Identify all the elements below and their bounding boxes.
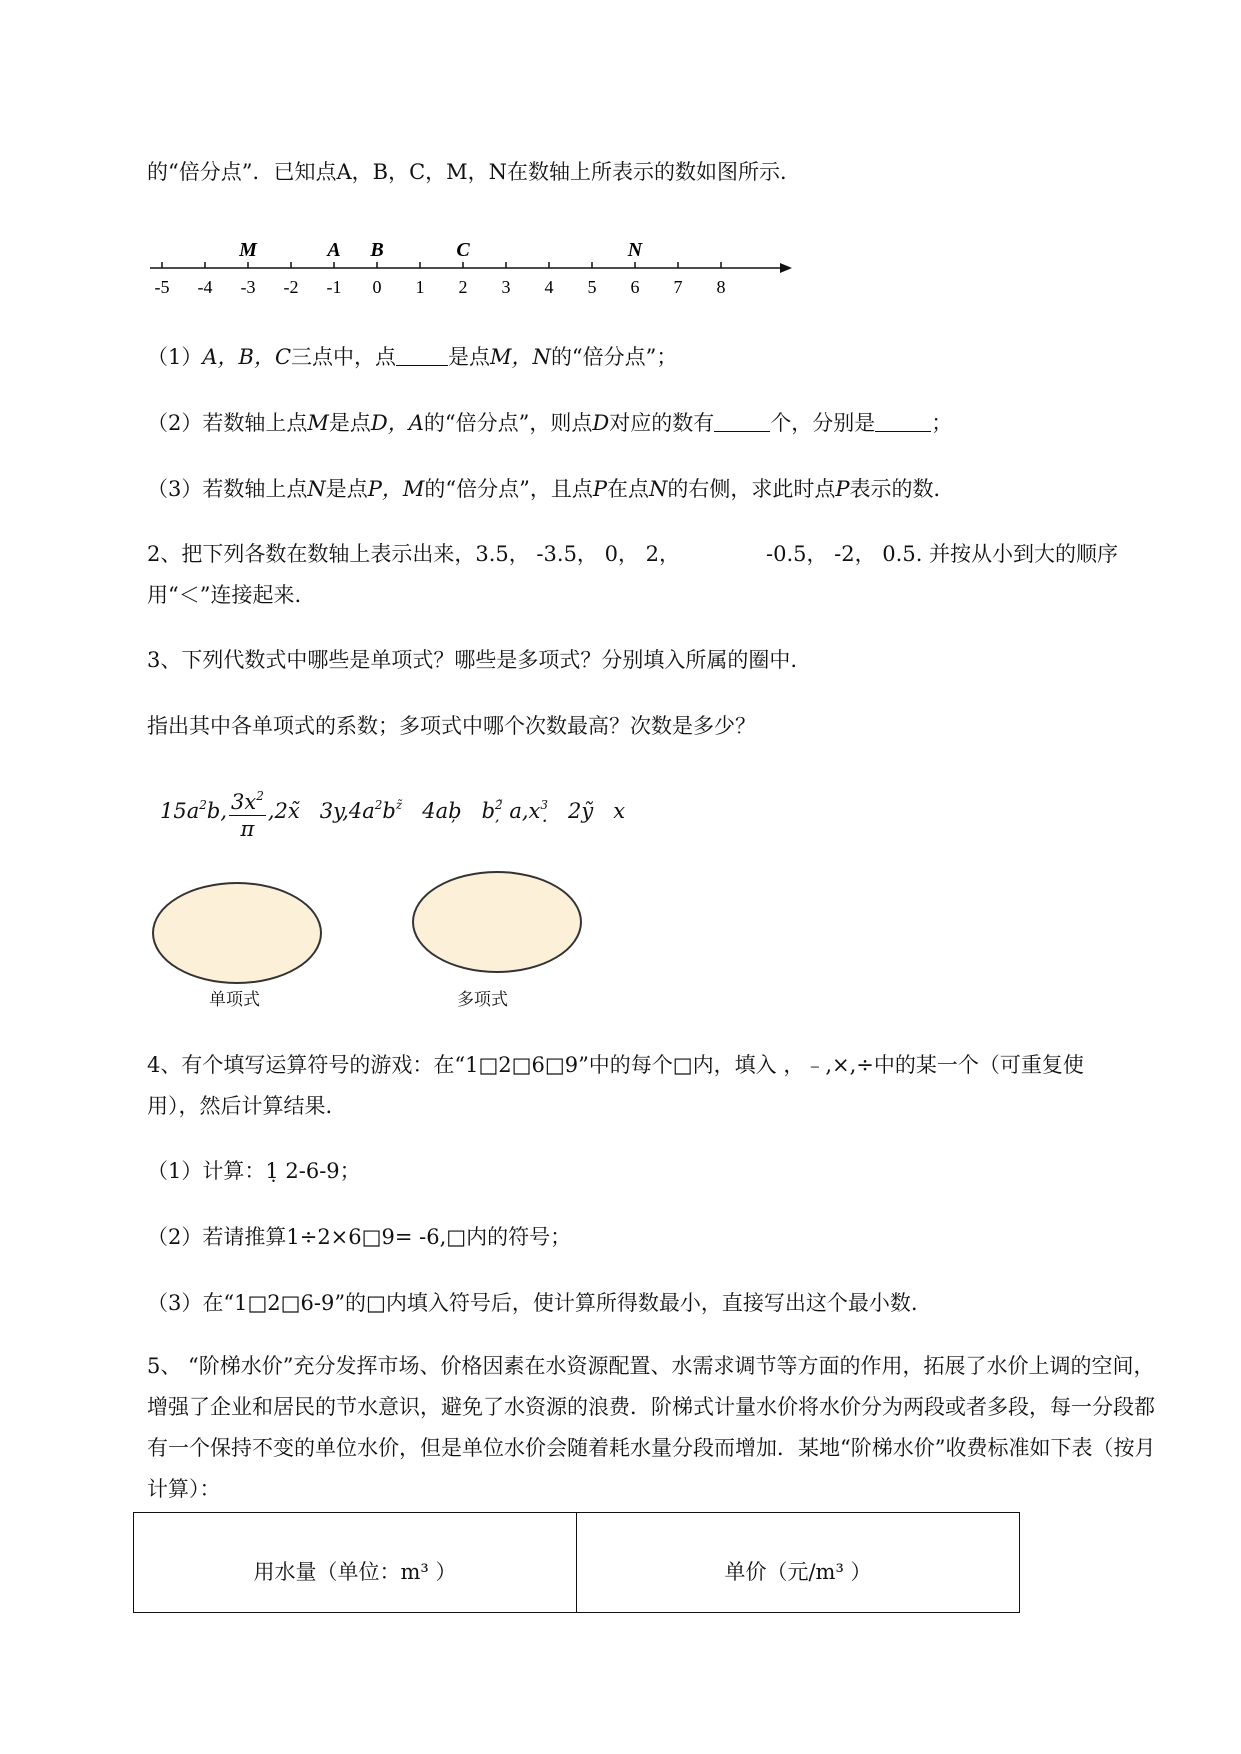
answer-blank-2[interactable] xyxy=(714,409,770,432)
q1-part3: （3）若数轴上点N是点P，M的“倍分点”，且点P在点N的右侧，求此时点P表示的数． xyxy=(147,477,955,501)
point-label-M: M xyxy=(239,239,257,261)
q4-line1: 4、有个填写运算符号的游戏：在“1□2□6□9”中的每个□内，填入 ，﹣,×,÷中的某一个（可重复使 xyxy=(147,1053,1084,1077)
fraction: $\frac{3x^2}{\pi}$ xyxy=(229,783,266,842)
answer-blank-3[interactable] xyxy=(875,409,931,432)
q5-paragraph: 5、 “阶梯水价”充分发挥市场、价格因素在水资源配置、水需求调节等方面的作用，拓展了水价上调的空间，增强了企业和居民的节水意识，避免了水资源的浪费．阶梯式计量水价将水价分为两段或者多段，每一分段都有一个保持不变的单位水价，但是单位水价会随着耗水量分段而增加．某地“阶梯水价”收费标准如下表（按月计算）： xyxy=(147,1354,1156,1501)
q4-part3: （3）在“1□2□6-9”的□内填入符号后，使计算所得数最小，直接写出这个最小数. xyxy=(147,1291,918,1315)
axis-arrow xyxy=(780,263,792,273)
point-label-B: B xyxy=(370,239,384,261)
q1-part2: （2）若数轴上点M是点D，A的“倍分点”，则点D对应的数有 个，分别是 ； xyxy=(147,411,953,435)
tick-label: 3 xyxy=(501,277,511,295)
water-price-table xyxy=(133,1512,1020,1613)
tick-label: 8 xyxy=(716,277,726,295)
polynomial-circle[interactable] xyxy=(412,871,582,973)
q4-part1: （1）计算：1̣ 2-6-9； xyxy=(147,1159,361,1183)
monomial-label: 单项式 xyxy=(209,990,260,1010)
table-row xyxy=(134,1513,1020,1613)
q1-part1: （1）A，B，C三点中，点 是点M，N的“倍分点”； xyxy=(147,345,678,369)
tick-label: -4 xyxy=(197,277,213,295)
q2-line2: 用“＜”连接起来. xyxy=(147,583,302,607)
point-label-N: N xyxy=(627,239,643,261)
q4-part2: （2）若请推算1÷2×6□9= -6,□内的符号； xyxy=(147,1225,572,1249)
q4-line2: 用），然后计算结果. xyxy=(147,1094,333,1118)
tick-label: 4 xyxy=(544,277,554,295)
table-header-usage: 用水量（单位：m³ ） xyxy=(134,1513,577,1613)
tick-label: 0 xyxy=(372,277,382,295)
algebraic-expressions: $15a^2b$, $\frac{3x^2}{\pi}$ ,2x̃ $3y,4a^2b^{z̃}$ 4ab̦ $b^{2̃}̦$ $a,x^3̣$ 2ỹ x xyxy=(160,783,625,842)
point-label-A: A xyxy=(327,239,341,261)
answer-blank-1[interactable] xyxy=(396,343,448,366)
monomial-circle[interactable] xyxy=(152,882,322,984)
q3-line1: 3、下列代数式中哪些是单项式？哪些是多项式？分别填入所属的圈中. xyxy=(147,648,798,672)
table-header-price: 单价（元/m³ ） xyxy=(577,1513,1020,1613)
tick-label: 5 xyxy=(587,277,597,295)
tick-label: -1 xyxy=(326,277,342,295)
number-line-figure xyxy=(140,225,800,295)
intro-line: 的“倍分点”．已知点A，B，C，M，N在数轴上所表示的数如图所示． xyxy=(147,160,802,184)
polynomial-label: 多项式 xyxy=(457,990,508,1010)
tick-label: 7 xyxy=(673,277,683,295)
tick-label: -5 xyxy=(154,277,170,295)
tick-label: 2 xyxy=(458,277,468,295)
tick-label: 1 xyxy=(415,277,425,295)
point-label-C: C xyxy=(456,239,470,261)
tick-label: -3 xyxy=(240,277,256,295)
q3-line2: 指出其中各单项式的系数；多项式中哪个次数最高？次数是多少？ xyxy=(147,714,756,738)
tick-label: 6 xyxy=(630,277,640,295)
tick-label: -2 xyxy=(283,277,299,295)
q2-line1: 2、把下列各数在数轴上表示出来，3.5， -3.5， 0， 2， -0.5， -2， 0.5. 并按从小到大的顺序 xyxy=(147,542,1119,566)
